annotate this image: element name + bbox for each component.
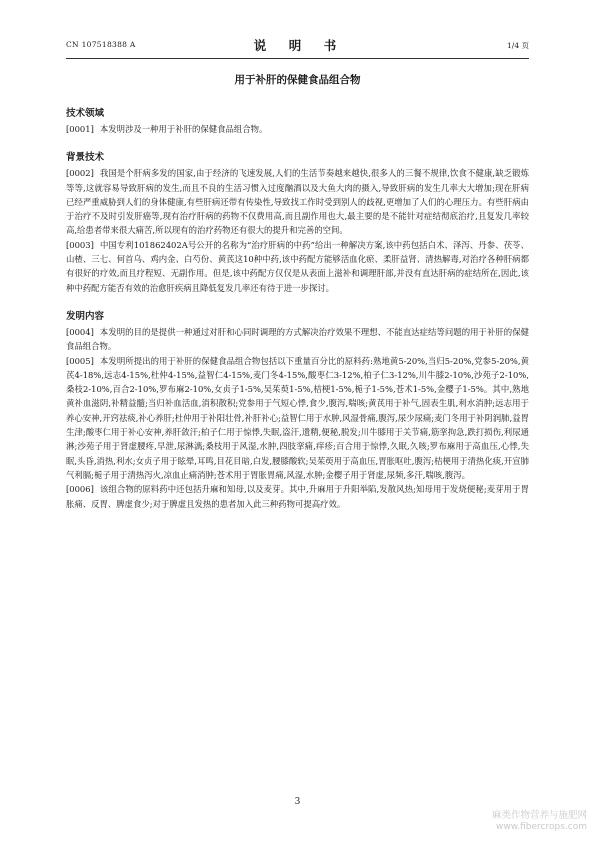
paragraph-0005 xyxy=(66,354,529,483)
paragraph-0002 xyxy=(66,166,529,237)
section-label: 说 明 书 xyxy=(253,38,342,53)
paragraph-text: 本发明所提出的用于补肝的保健食品组合物包括以下重量百分比的原料药:熟地黄5-20%,当归5-20%,党参5-20%,黄芪4-18%,远志4-15%,杜仲4-15%,益智仁4-15%,麦门冬4-15%,酸枣仁3-12%,柏子仁3-12%,川牛膝2-10%,沙苑子2-10%,桑枝2-10%,百合2-10%,罗布麻2-10%,女贞子1-5%,吴茱萸1-5%,桔梗1-5%,栀子1-5%,苍术1-5%,金樱子1-5%。其中,熟地黄补血滋阴,补精益髓;当归补血活血,消积散积;党参用于气短心悸,食少,腹泻,喘咳;黄芪用于补气,固表生肌,利水消肿;远志用于养心安神,开窍祛痰,补心养肝;杜仲用于补阳壮骨,补肝补心;益智仁用于水肿,风湿骨痛,腹泻,尿少尿痛;麦门冬用于补阴润肺,益胃生津;酸枣仁用于补心安神,养肝敛汗;柏子仁用于惊悸,失眠,盗汗,遗精,便秘,脱发;川牛膝用于关节痛,筋挛拘急,跌打损伤,利尿通淋;沙苑子用于肾虚腰疼,早泄,尿淋漓;桑枝用于风湿,水肿,四肢挛痛,痒疹;百合用于惊悸,久眠,久咳;罗布麻用于高血压,心悸,失眠,头昏,消热,利水;女贞子用于眩晕,耳鸣,目花目暗,白发,腰膝酸软;吴茱萸用于高血压,胃胀呕吐,腹泻;桔梗用于清热化痰,开宣肺气利膈;栀子用于清热泻火,凉血止痛消肿;苍术用于胃胀胃痛,风湿,水肿;金樱子用于肾虚,尿频,多汗,喘咳,腹泻。 xyxy=(66,355,529,480)
paragraph-text: 本发明的目的是提供一种通过对肝和心同时调理的方式解决治疗效果不理想、不能直达症结等问题的用于补肝的保健食品组合物。 xyxy=(66,326,529,352)
document-title: 用于补肝的保健食品组合物 xyxy=(234,74,361,86)
paragraph-text: 该组合物的原料药中还包括升麻和知母,以及麦芽。其中,升麻用于升阳举陷,发散风热;知母用于发烧便秘;麦芽用于胃胀痛、反胃、脾虚食少;对于脾虚且发热的患者加入此三种药物可提高疗效。 xyxy=(66,484,529,509)
section-heading-technical-field: 技术领域 xyxy=(66,108,105,119)
section-heading-background: 背景技术 xyxy=(66,152,105,164)
paragraph-number: [0002] xyxy=(66,168,94,179)
page-indicator: 1/4 页 xyxy=(507,41,529,50)
paragraph-text: 中国专利101862402A号公开的名称为“治疗肝病的中药”给出一种解决方案,该中药包括白术、泽泻、丹参、茯苓、山楂、三七、何首乌、鸡内金、白芍份、黄芪这10种中药,该中药配方能够活血化瘀、柔肝益肾、清热解毒,对治疗各种肝病都有很好的疗效,而且疗程短、无副作用。但是,该中药配方仅仅是从表面上滋补和调理肝部,并没有直达肝病的症结所在,因此,该种中药配方能否有效的治愈肝疾病且降低复发几率还有待于进一步探讨。 xyxy=(66,239,529,293)
paragraph-text: 我国是个肝病多发的国家,由于经济的飞速发展,人们的生活节奏越来越快,很多人的三餐不规律,饮食不健康,缺乏锻炼等等,这就容易导致肝病的发生,而且不良的生活习惯入过度酗酒以及大鱼大肉的摄入,导致肝病的发生几率大大增加;现在肝病已经严重威胁到人们的身体健康,有些肝病还带有传染性,导致找工作时受到别人的歧视,更增加了人们的心理压力。有些肝病由于治疗不及时引发肝癌等,现有治疗肝病的药物不仅费用高,而且副作用也大,最主要的是不能针对症结彻底治疗,且复发几率较高,给患者带来很大痛苦,所以现有的治疗药物还有很大的提升和完善的空间。 xyxy=(66,168,529,236)
paragraph-number: [0003] xyxy=(66,239,94,250)
section-heading-summary: 发明内容 xyxy=(66,310,105,322)
paragraph-number: [0004] xyxy=(66,326,94,337)
paragraph-0004 xyxy=(66,325,529,354)
page-number: 3 xyxy=(294,797,301,807)
watermark-url: www.fibercrops.com xyxy=(496,822,587,832)
paragraph-0003 xyxy=(66,238,529,295)
document-body xyxy=(66,72,529,511)
paragraph-0001 xyxy=(66,122,529,136)
paragraph-number: [0006] xyxy=(66,484,94,495)
doc-number: CN 107518388 A xyxy=(66,40,136,49)
paragraph-number: [0001] xyxy=(66,124,94,134)
header-divider xyxy=(66,58,529,59)
paragraph-text: 本发明涉及一种用于补肝的保健食品组合物。 xyxy=(99,124,268,134)
paragraph-0006 xyxy=(66,482,529,511)
page-header xyxy=(66,36,529,54)
watermark-site-name: 麻类作物营养与施肥网 xyxy=(491,810,587,821)
paragraph-number: [0005] xyxy=(66,355,94,366)
watermark xyxy=(492,810,587,833)
